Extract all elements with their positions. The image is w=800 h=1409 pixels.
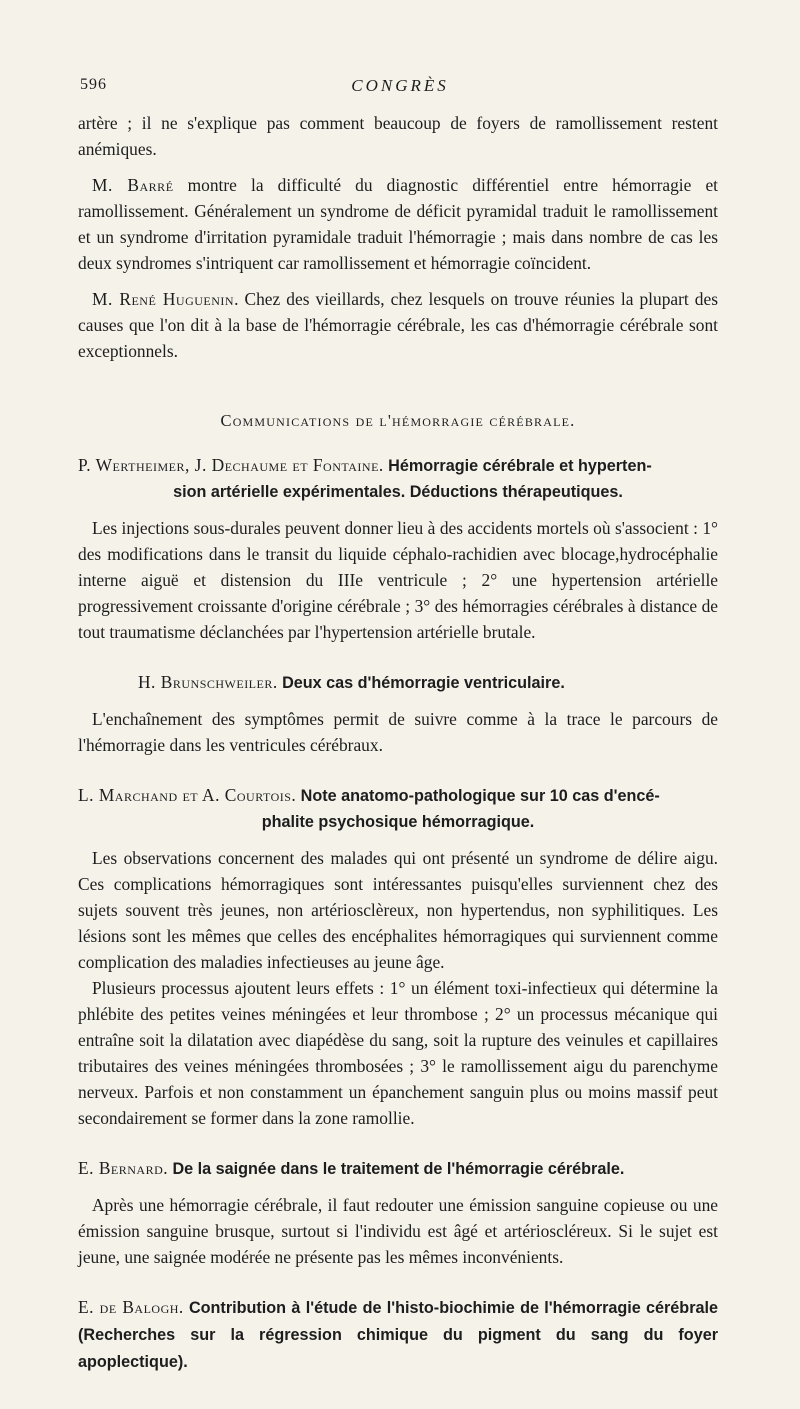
entry-title-continued: phalite psychosique hémorragique. xyxy=(261,813,535,831)
entry-heading xyxy=(78,452,718,505)
page-number: 596 xyxy=(80,76,107,93)
entry-title-continued: cérébrale (Recherches sur la régression chimique du pigment du sang du foyer apoplectique). xyxy=(78,1299,718,1371)
running-title: CONGRÈS xyxy=(351,76,449,95)
entry-authors: E. de Balogh. xyxy=(78,1297,184,1317)
entry-abstract: Les observations concernent des malades qui ont présenté un syndrome de délire aigu. Ces complications hémorragiques sont intéressantes puisqu'elles surviennent chez des sujets souvent très jeunes, non artériosclèreux, non hypertendus, non syphilitiques. Les lésions sont les mêmes que celles des encéphalites hémorragiques qui surviennent comme complication des maladies infectieuses au jeune âge. xyxy=(78,848,718,972)
paragraph-text: . Chez des vieillards, chez lesquels on trouve réunies la plupart des causes que l'on dit à la base de l'hémorragie cérébrale, les cas d'hémorragie cérébrale sont exceptionnels. xyxy=(78,289,718,361)
entry-authors: H. Brunschweiler. xyxy=(138,672,278,692)
entry-authors: P. Wertheimer, J. Dechaume et Fontaine. xyxy=(78,455,384,475)
intro-paragraph-3 xyxy=(78,286,718,364)
entry-authors: L. Marchand et A. Courtois. xyxy=(78,785,297,805)
entry-abstract-continued: Plusieurs processus ajoutent leurs effets : 1° un élément toxi-infectieux qui détermine la phlébite des petites veines méningées et leur thrombose ; 2° un processus mécanique qui entraîne soit la dilatation avec diapédèse du sang, soit la rupture des veinules et capillaires tributaires des veines méningées thrombosées ; 3° le ramollissement aigu du parenchyme nerveux. Parfois et non constamment un épanchement sanguin plus ou moins massif peut secondairement se former dans la zone ramollie. xyxy=(78,978,718,1128)
entry-heading xyxy=(78,669,718,696)
entry-heading xyxy=(78,1155,718,1182)
entry-abstract: L'enchaînement des symptômes permit de suivre comme à la trace le parcours de l'hémorragie dans les ventricules cérébraux. xyxy=(78,709,718,755)
intro-paragraph-1: artère ; il ne s'explique pas comment beaucoup de foyers de ramollissement restent anémiques. xyxy=(78,113,718,159)
entry-title: Contribution à l'étude de l'histo-biochimie de l'hémorragie xyxy=(188,1299,641,1317)
entry-title: De la saignée dans le traitement de l'hémorragie cérébrale. xyxy=(172,1160,625,1178)
page-body xyxy=(78,110,718,1375)
section-title: Communications de l'hémorragie cérébrale. xyxy=(220,411,576,430)
speaker-name: M. Barré xyxy=(92,175,174,195)
entry-title: Deux cas d'hémorragie ventriculaire. xyxy=(282,674,565,692)
entry-abstract: Après une hémorragie cérébrale, il faut redouter une émission sanguine copieuse ou une émission sanguine brusque, surtout si l'individu est âgé et artérioscléreux. Si le sujet est jeune, une saignée modérée ne présente pas les mêmes inconvénients. xyxy=(78,1195,718,1267)
intro-paragraph-2 xyxy=(78,172,718,276)
paragraph-text: montre la difficulté du diagnostic différentiel entre hémorragie et ramollissement. Généralement un syndrome de déficit pyramidal traduit le ramollissement et un syndrome d'irritation pyramidale traduit l'hémorragie ; mais dans nombre de cas les deux syndromes s'intriquent car ramollissement et hémorragie coïncident. xyxy=(78,175,718,273)
entry-authors: E. Bernard. xyxy=(78,1158,169,1178)
entry-heading xyxy=(78,1294,718,1375)
entry-abstract: Les injections sous-durales peuvent donner lieu à des accidents mortels où s'associent : 1° des modifications dans le transit du liquide céphalo-rachidien avec blocage,hydrocéphalie interne aiguë et distension du IIIe ventricule ; 2° une hypertension artérielle progressivement croissante d'origine cérébrale ; 3° des hémorragies cérébrales à distance de tout traumatisme déclanchées par l'hypertension artérielle brutale. xyxy=(78,518,718,642)
entry-title: Note anatomo-pathologique sur 10 cas d'encé- xyxy=(300,787,660,805)
running-header xyxy=(0,76,800,100)
entry-title-continued: sion artérielle expérimentales. Déductions thérapeutiques. xyxy=(173,483,623,501)
entry-title: Hémorragie cérébrale et hyperten- xyxy=(388,457,652,475)
speaker-name: M. René Huguenin xyxy=(92,289,235,309)
entry-heading xyxy=(78,782,718,835)
